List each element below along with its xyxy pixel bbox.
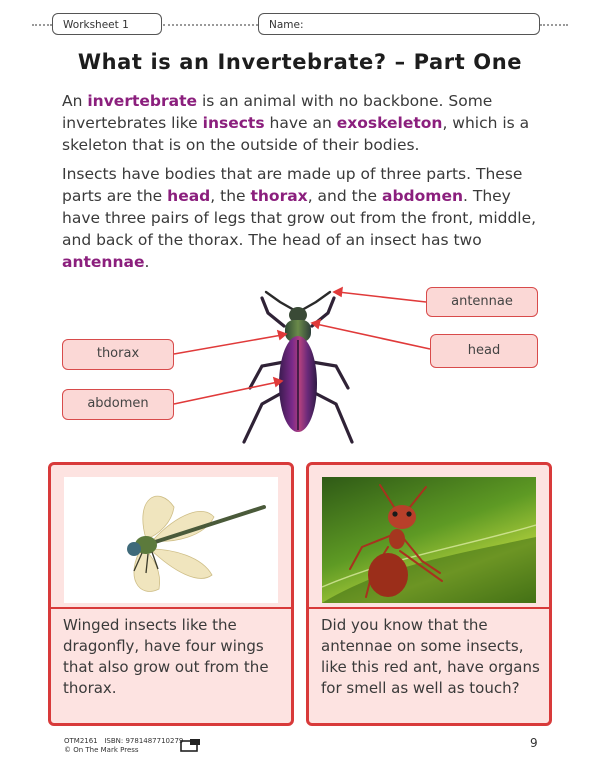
page-title: What is an Invertebrate? – Part One xyxy=(77,50,523,74)
name-label: Name: xyxy=(269,19,304,31)
dragonfly-photo xyxy=(64,477,278,603)
intro-paragraph-2 xyxy=(62,163,552,273)
header-dotted-rule-right xyxy=(540,24,568,26)
label-abdomen: abdomen xyxy=(62,389,174,420)
label-antennae: antennae xyxy=(426,287,538,317)
worksheet-label: Worksheet 1 xyxy=(63,19,129,31)
red-ant-panel xyxy=(306,462,552,726)
header-dotted-rule-middle xyxy=(163,24,258,26)
red-ant-image xyxy=(322,477,536,603)
header-dotted-rule-left xyxy=(32,24,52,26)
dragonfly-panel xyxy=(48,462,294,726)
dragonfly-image xyxy=(64,477,278,603)
dragonfly-caption: Winged insects like the dragonfly, have four wings that also grow out from the thorax. xyxy=(63,616,269,697)
text-run: An xyxy=(62,92,88,110)
copyright-text: © On The Mark Press xyxy=(64,746,139,754)
keyword-insects: insects xyxy=(202,114,265,132)
name-field[interactable] xyxy=(258,13,540,35)
label-head: head xyxy=(430,334,538,368)
keyword-invertebrate: invertebrate xyxy=(87,92,198,110)
isbn-text: ISBN: 9781487710279 xyxy=(104,737,184,745)
text-run: is an animal with no backbone. Some invertebrates like xyxy=(62,92,493,132)
keyword-head: head xyxy=(167,187,211,205)
keyword-abdomen: abdomen xyxy=(382,187,463,205)
worksheet-badge xyxy=(52,13,162,35)
text-run: . xyxy=(144,253,150,271)
keyword-exoskeleton: exoskeleton xyxy=(336,114,443,132)
panel-divider xyxy=(309,607,549,609)
text-run: , and the xyxy=(307,187,382,205)
text-run: Insects have bodies that are made up of three parts. These parts are the xyxy=(62,165,523,205)
panel-divider xyxy=(51,607,291,609)
keyword-antennae: antennae xyxy=(62,253,145,271)
intro-paragraph-1 xyxy=(62,90,552,156)
red-ant-photo xyxy=(322,477,536,603)
publisher-logo-icon xyxy=(180,738,202,752)
text-run: . They have three pairs of legs that grow out from the front, middle, and back of the thorax. The head of an insect has two xyxy=(62,187,537,249)
text-run: , which is a skeleton that is on the outside of their bodies. xyxy=(62,114,530,154)
text-run: , the xyxy=(210,187,251,205)
page-number: 9 xyxy=(530,736,538,750)
keyword-thorax: thorax xyxy=(250,187,308,205)
label-thorax: thorax xyxy=(62,339,174,370)
product-code: OTM2161 xyxy=(64,737,98,745)
red-ant-caption: Did you know that the antennae on some insects, like this red ant, have organs for smell as well as touch? xyxy=(321,616,540,697)
text-run: have an xyxy=(264,114,337,132)
footer-info xyxy=(64,737,183,755)
